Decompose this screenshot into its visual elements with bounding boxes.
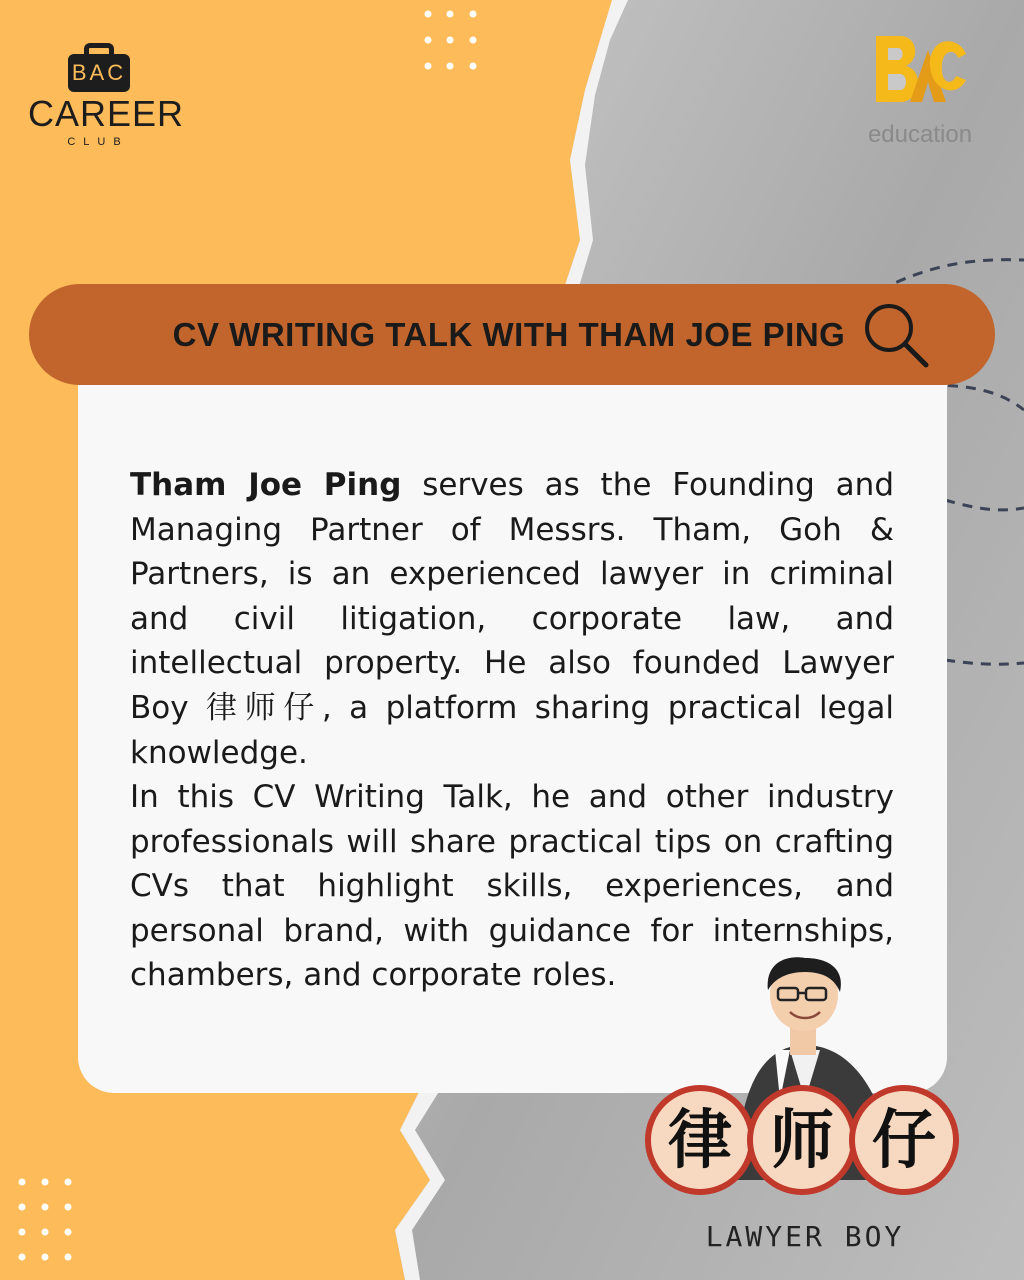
title-banner [29, 284, 995, 385]
lawyer-char-1: 律 [668, 1104, 732, 1178]
education-caption: education [867, 121, 973, 148]
bac-education-logo [850, 30, 990, 150]
lawyer-char-3: 仔 [872, 1104, 936, 1178]
lawyer-char-2: 师 [770, 1104, 834, 1178]
logo-bac-text: BAC [71, 60, 127, 85]
logo-career-text: CAREER [28, 93, 185, 134]
intro-paragraph [130, 463, 894, 775]
lawyer-boy-circles [648, 1088, 956, 1192]
lawyer-boy-logo [640, 950, 970, 1270]
page-title: CV WRITING TALK WITH THAM JOE PING [172, 316, 846, 353]
talk-paragraph: In this CV Writing Talk, he and other industry professionals will share practical tips on crafting CVs that highlight skills, experiences, and personal brand, with guidance for internships, chambers, and corporate roles. [130, 779, 894, 994]
logo-club-text: CLUB [67, 136, 129, 148]
search-icon [863, 302, 929, 368]
speaker-name: Tham Joe Ping [130, 467, 402, 503]
bac-mark-icon [870, 30, 970, 120]
lawyer-boy-caption: LAWYER BOY [705, 1220, 905, 1253]
intro-text: serves as the Founding and Managing Partner of Messrs. Tham, Goh & Partners, is an experienced lawyer in criminal and civil litigation, corporate law, and intellectual property. He also founded Lawyer Boy 律师仔, a platform sharing practical legal knowledge. [130, 467, 894, 771]
bac-career-club-logo [28, 40, 185, 150]
